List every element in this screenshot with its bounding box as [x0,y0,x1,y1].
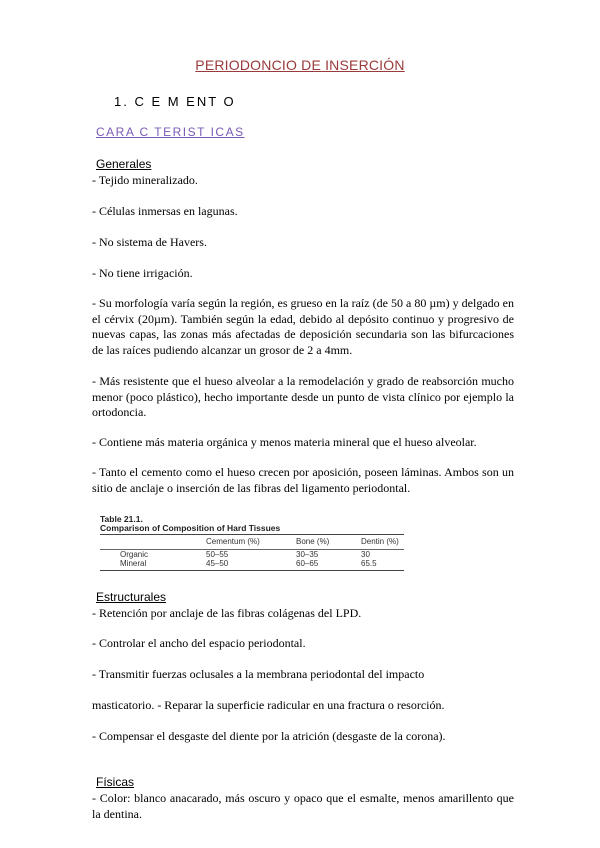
table-rule [100,570,404,571]
generales-item: - Tanto el cemento como el hueso crecen por aposición, poseen láminas. Ambos son un sitio de anclaje o inserción de las fibras del ligamento periodontal. [92,465,514,495]
table-header [100,535,206,548]
fisicas-item: - Color: blanco anacarado, más oscuro y opaco que el esmalte, menos amarillento que la dentina. [92,791,514,821]
generales-item: - Más resistente que el hueso alveolar a la remodelación y grado de reabsorción mucho menor (poco plástico), hecho importante desde un punto de vista clínico por ejemplo la ortodoncia. [92,374,514,419]
generales-item: - Su morfología varía según la región, es grueso en la raíz (de 50 a 80 µm) y delgado en el cérvix (20µm). También según la edad, debido al depósito continuo y progresivo de nuevas capas, las zonas más afectadas de deposición secundaria son las bifurcaciones de las raíces pudiendo alcanzar un grosor de 2 a 4mm. [92,296,514,357]
generales-item: - Contiene más materia orgánica y menos materia mineral que el hueso alveolar. [92,435,477,449]
table-header-row [100,535,404,548]
table-caption: Table 21.1. [100,514,143,524]
table-cell: Mineral [120,559,147,568]
table-cell: 45–50 [206,559,229,568]
section-heading: 1. C E M ENT O [114,94,236,109]
table-cell: 30–35 [296,550,319,559]
composition-table [100,514,404,574]
table-row [100,559,404,568]
table-header: Cementum (%) [206,537,260,546]
estructurales-item: - Transmitir fuerzas oclusales a la membrana periodontal del impacto [92,667,425,681]
table-cell: 30 [361,550,370,559]
estructurales-item: - Controlar el ancho del espacio periodontal. [92,636,306,650]
generales-item: - No sistema de Havers. [92,235,207,249]
table-cell: Organic [120,550,149,559]
estructurales-heading: Estructurales [96,590,167,604]
table-row [100,550,404,559]
table-header: Bone (%) [296,537,330,546]
table-subcaption: Comparison of Composition of Hard Tissues [100,523,281,533]
table-cell: 65.5 [361,559,377,568]
generales-item: - No tiene irrigación. [92,266,193,280]
estructurales-item: - Retención por anclaje de las fibras colágenas del LPD. [92,606,362,620]
table-cell: 50–55 [206,550,229,559]
estructurales-item: masticatorio. - Reparar la superficie radicular en una fractura o resorción. [92,698,445,712]
generales-item: - Células inmersas en lagunas. [92,204,238,218]
generales-heading: Generales [96,157,152,171]
generales-item: - Tejido mineralizado. [92,173,198,187]
table-header: Dentin (%) [361,537,399,546]
fisicas-heading: Físicas [96,775,135,789]
caracteristicas-heading: CARA C TERIST ICAS [96,125,245,139]
table-cell: 60–65 [296,559,319,568]
page-title: PERIODONCIO DE INSERCIÓN [195,57,405,73]
table-grid [100,535,404,568]
estructurales-item: - Compensar el desgaste del diente por la atrición (desgaste de la corona). [92,729,446,743]
